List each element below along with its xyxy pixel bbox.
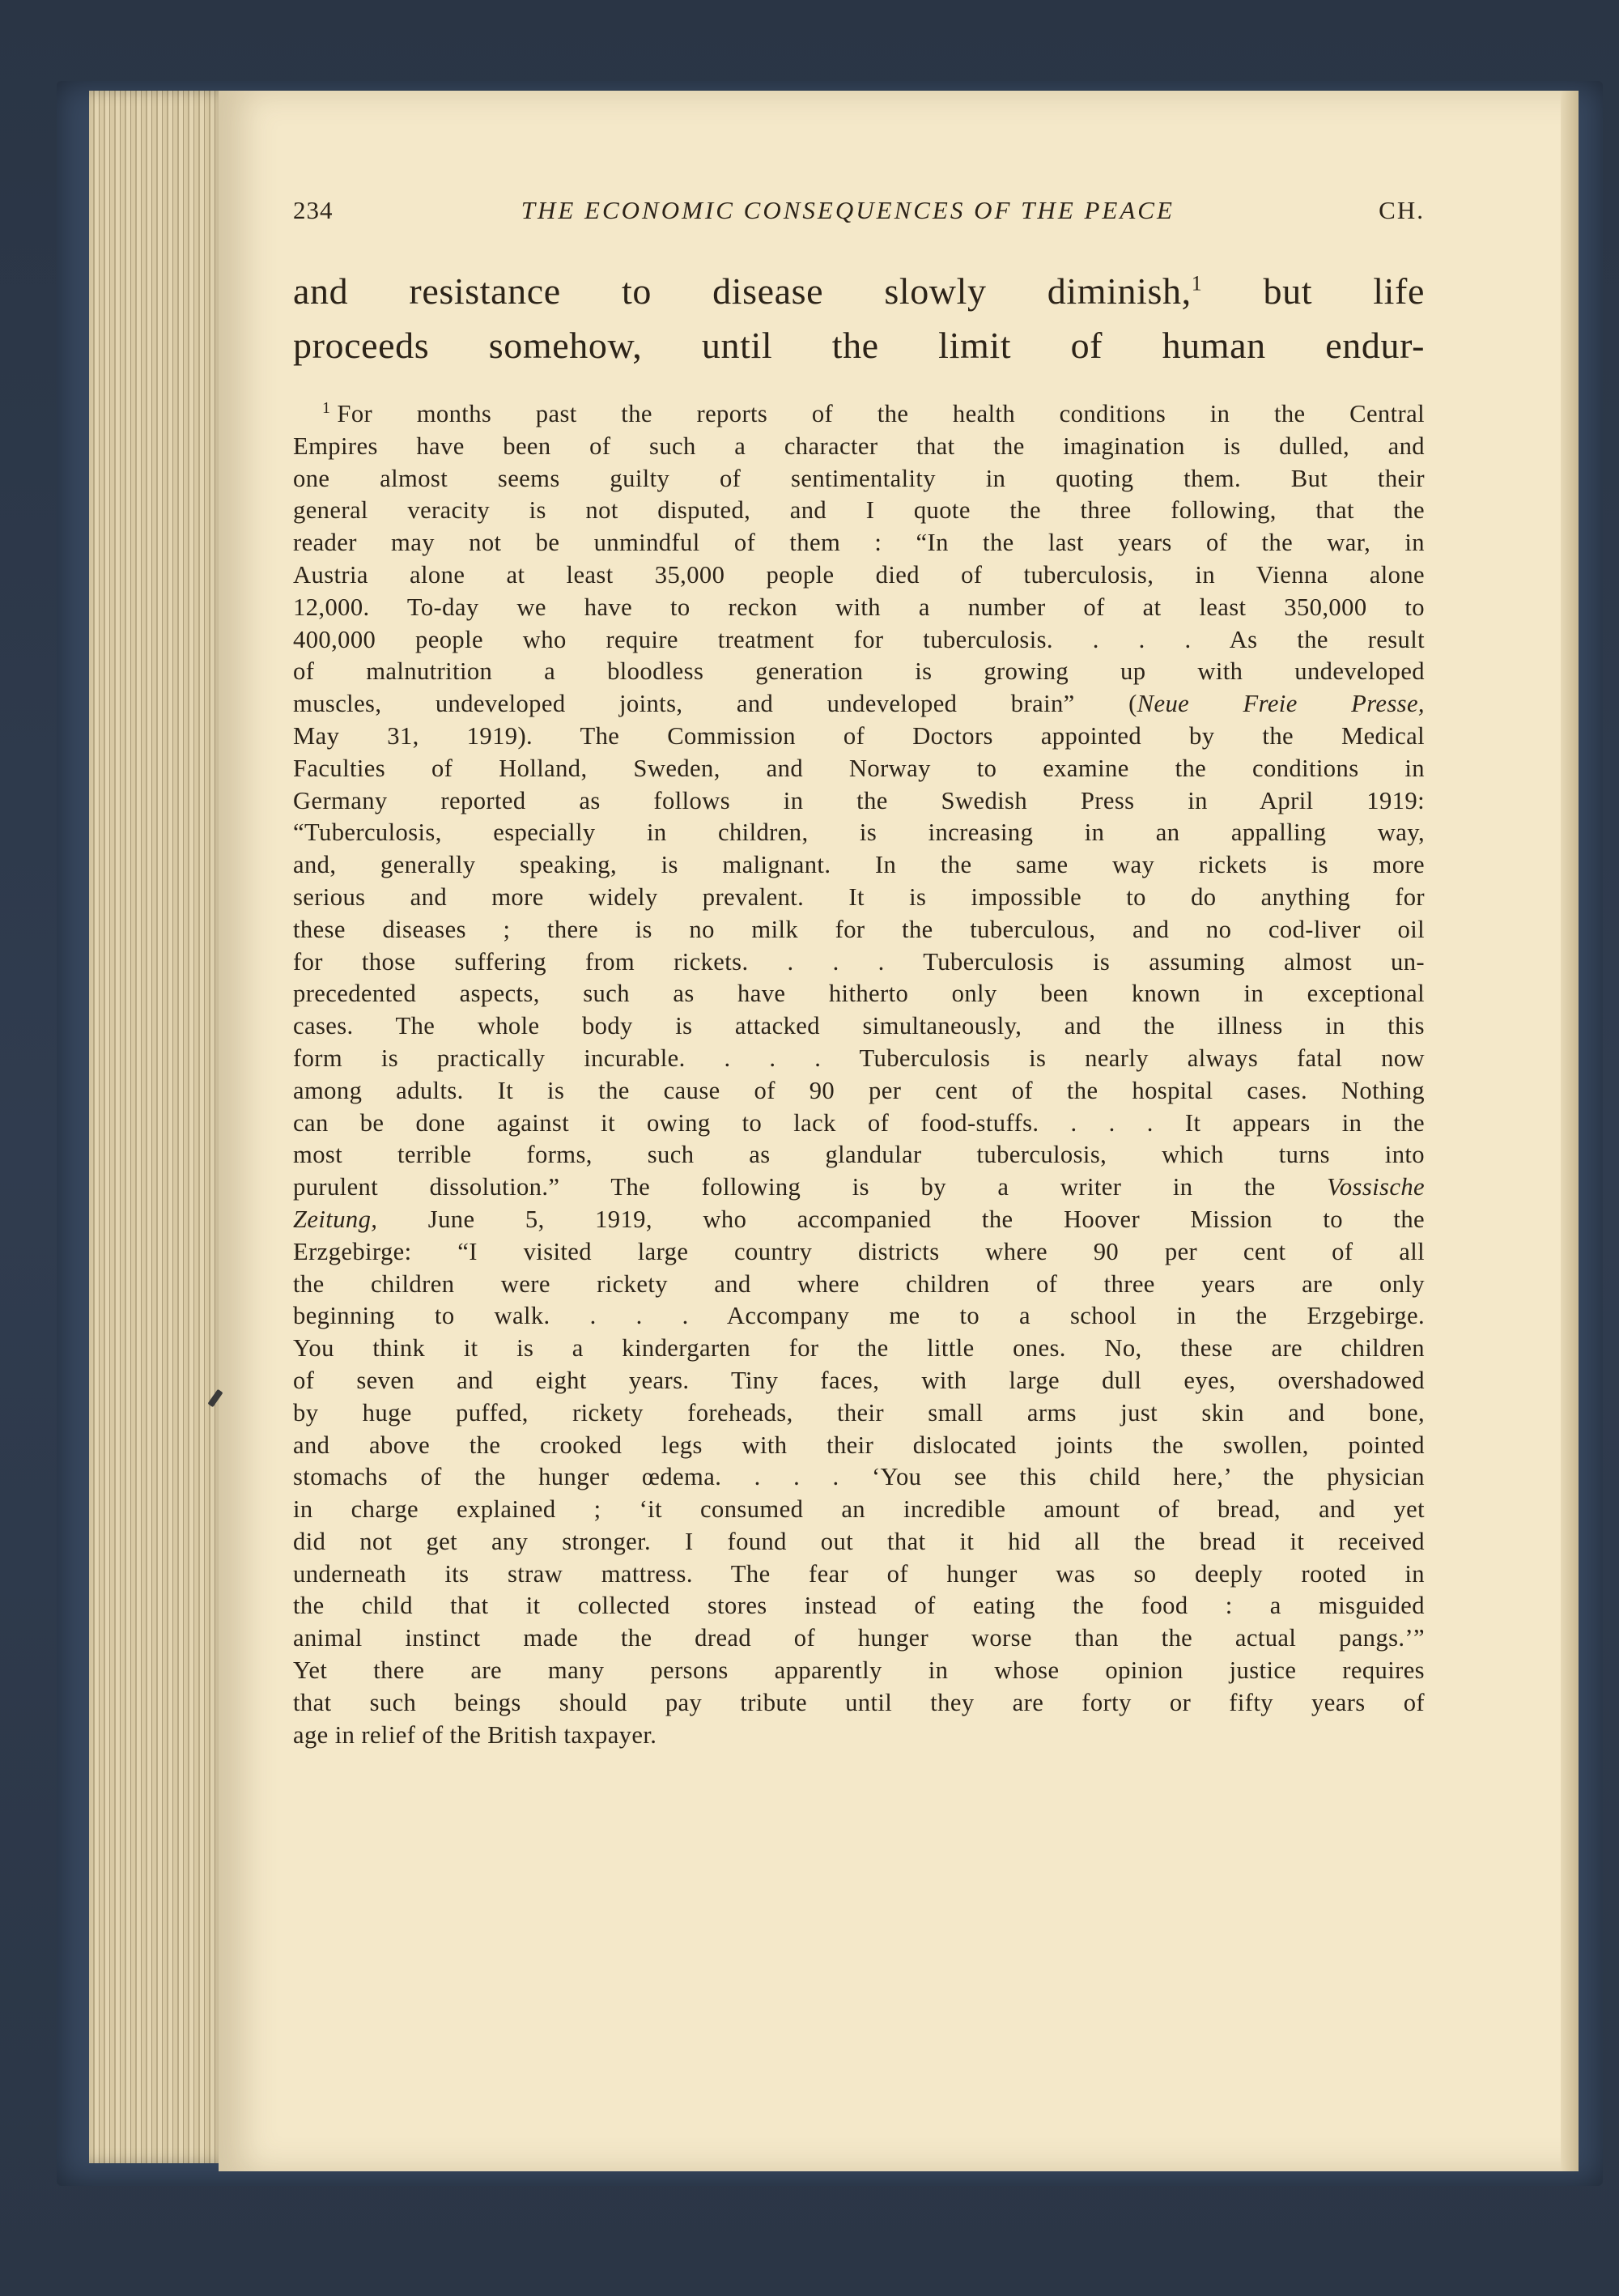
footnote-line: age in relief of the British taxpayer. (293, 1720, 657, 1749)
footnote-line: 12,000. To-day we have to reckon with a number of at least 350,000 to (293, 593, 1425, 621)
footnote-line: cases. The whole body is attacked simultaneously, and the illness in this (293, 1012, 1425, 1040)
footnote-line: precedented aspects, such as have hitherto only been known in exceptional (293, 980, 1425, 1008)
footnote-line: stomachs of the hunger œdema. . . . ‘You see this child here,’ the physician (293, 1463, 1425, 1491)
page-edges (89, 91, 231, 2163)
chapter-abbreviation: CH. (1379, 196, 1425, 224)
footnote-line: most terrible forms, such as glandular tuberculosis, which turns into (293, 1141, 1425, 1169)
footnote-number: 1 (322, 398, 331, 417)
footnote-line: the child that it collected stores instead of eating the food : a misguided (293, 1592, 1425, 1620)
source-title: Zeitung, (293, 1205, 378, 1233)
page-number: 234 (293, 196, 334, 224)
footnote-line: form is practically incurable. . . . Tuberculosis is nearly always fatal now (293, 1044, 1425, 1072)
footnote-line: in charge explained ; ‘it consumed an incredible amount of bread, and yet (293, 1495, 1425, 1524)
body-line-text: and resistance to disease slowly diminish, (293, 270, 1192, 312)
footnote-line: one almost seems guilty of sentimentality in quoting them. But their (293, 464, 1425, 492)
footnote-line: these diseases ; there is no milk for the tuberculous, and no cod-liver oil (293, 915, 1425, 943)
footnote-line: Faculties of Holland, Sweden, and Norway to examine the conditions in (293, 754, 1425, 782)
footnote-line (293, 398, 1425, 431)
footnote-text: muscles, undeveloped joints, and undeveloped brain” ( (293, 690, 1137, 718)
footnote-text: purulent dissolution.” The following is by a writer in the (293, 1173, 1328, 1201)
footnote-line (293, 1204, 1425, 1236)
body-line-text: but life (1202, 270, 1425, 312)
source-title: Neue Freie Presse, (1137, 690, 1425, 718)
footnote-line: Empires have been of such a character that the imagination is dulled, and (293, 432, 1425, 460)
footnote-line (293, 1171, 1425, 1204)
body-text (293, 264, 1425, 372)
footnote-line: can be done against it owing to lack of food-stuffs. . . . It appears in the (293, 1108, 1425, 1137)
footnote-line: general veracity is not disputed, and I quote the three following, that the (293, 496, 1425, 525)
footnote-line: 400,000 people who require treatment for tuberculosis. . . . As the result (293, 625, 1425, 653)
footnote-line: for those suffering from rickets. . . . Tuberculosis is assuming almost un- (293, 947, 1425, 976)
footnote-line: May 31, 1919). The Commission of Doctors appointed by the Medical (293, 721, 1425, 750)
body-line (293, 264, 1425, 318)
footnote-line: by huge puffed, rickety foreheads, their small arms just skin and bone, (293, 1398, 1425, 1426)
footnote-line: of seven and eight years. Tiny faces, with large dull eyes, overshadowed (293, 1366, 1425, 1394)
body-line: proceeds somehow, until the limit of human endur- (293, 325, 1425, 366)
footnote-line: among adults. It is the cause of 90 per cent of the hospital cases. Nothing (293, 1076, 1425, 1104)
footnote-line: animal instinct made the dread of hunger worse than the actual pangs.’” (293, 1624, 1425, 1652)
footnote-text: For months past the reports of the health conditions in the Central (337, 400, 1425, 427)
page-gutter (1561, 91, 1579, 2171)
footnote-line: the children were rickety and where children of three years are only (293, 1269, 1425, 1298)
footnote-line: reader may not be unmindful of them : “In the last years of the war, in (293, 529, 1425, 557)
footnote (293, 398, 1425, 1751)
footnote-text: June 5, 1919, who accompanied the Hoover Mission to the (377, 1205, 1425, 1233)
running-head (293, 194, 1425, 243)
footnote-line: Austria alone at least 35,000 people died of tuberculosis, in Vienna alone (293, 560, 1425, 589)
footnote-line: Yet there are many persons apparently in whose opinion justice requires (293, 1656, 1425, 1685)
source-title: Vossische (1327, 1173, 1425, 1201)
footnote-line: beginning to walk. . . . Accompany me to a school in the Erzgebirge. (293, 1302, 1425, 1330)
footnote-line: You think it is a kindergarten for the little ones. No, these are children (293, 1334, 1425, 1363)
footnote-line: and above the crooked legs with their dislocated joints the swollen, pointed (293, 1431, 1425, 1459)
footnote-line: underneath its straw mattress. The fear of hunger was so deeply rooted in (293, 1559, 1425, 1588)
running-title: THE ECONOMIC CONSEQUENCES OF THE PEACE (521, 196, 1175, 224)
footnote-line: “Tuberculosis, especially in children, is increasing in an appalling way, (293, 818, 1425, 847)
footnote-reference: 1 (1191, 271, 1203, 296)
footnote-line: did not get any stronger. I found out that it hid all the bread it received (293, 1527, 1425, 1555)
footnote-line: of malnutrition a bloodless generation is growing up with undeveloped (293, 657, 1425, 686)
footnote-line: that such beings should pay tribute until they are forty or fifty years of (293, 1688, 1425, 1716)
footnote-line: and, generally speaking, is malignant. In the same way rickets is more (293, 851, 1425, 879)
footnote-line: Erzgebirge: “I visited large country districts where 90 per cent of all (293, 1237, 1425, 1265)
footnote-line: serious and more widely prevalent. It is impossible to do anything for (293, 882, 1425, 911)
text-block (293, 194, 1425, 1751)
footnote-line (293, 688, 1425, 721)
footnote-line: Germany reported as follows in the Swedish Press in April 1919: (293, 786, 1425, 814)
